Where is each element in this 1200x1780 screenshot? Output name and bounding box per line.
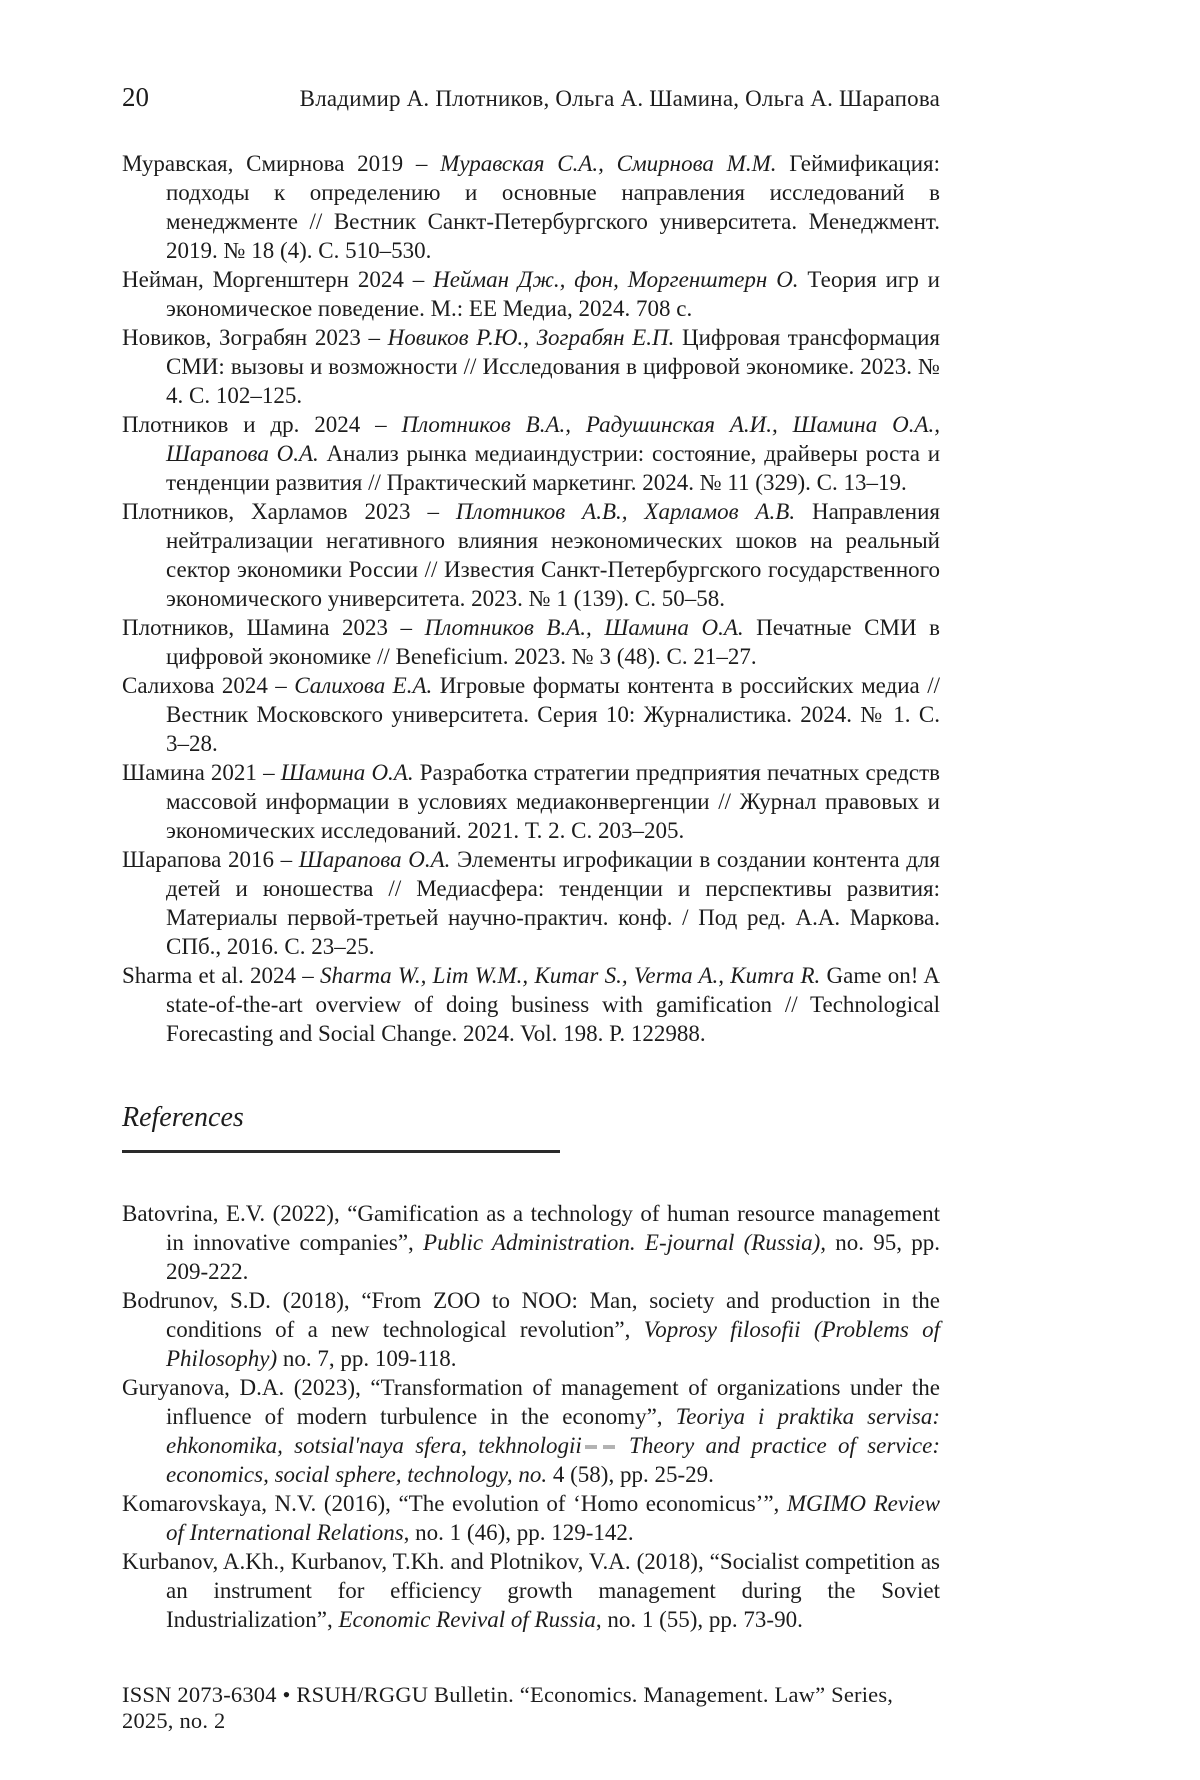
reference-entry: [122, 1547, 940, 1634]
equals-mark: [585, 1445, 597, 1449]
reference-text-run: Плотников, Харламов 2023 –: [122, 499, 456, 524]
reference-text-run: no. 95, pp. 209-222.: [166, 1230, 941, 1284]
reference-italic-run: Teoriya i praktika servisa: ehkonomika, sotsial'naya sfera, tekhnologii: [166, 1404, 940, 1458]
reference-text-run: Салихова 2024 –: [122, 673, 295, 698]
reference-text-run: Guryanova, D.A. (2023), “Transformation of management of organizations under the influence of modern turbulence in the economy”,: [122, 1375, 940, 1429]
reference-text-run: 4 (58), pp. 25-29.: [547, 1462, 714, 1487]
reference-text-run: Batovrina, E.V. (2022), “Gamification as a technology of human resource management in innovative companies”,: [122, 1201, 940, 1255]
reference-entry: [122, 323, 940, 410]
reference-italic-run: Voprosy filosofii (Problems of Philosophy): [166, 1317, 940, 1371]
reference-italic-run: Sharma W., Lim W.M., Kumar S., Verma A., Kumra R.: [320, 963, 821, 988]
reference-entry: [122, 671, 940, 758]
reference-italic-run: Салихова Е.А.: [294, 673, 433, 698]
references-section-header: [122, 1102, 940, 1153]
reference-entry: [122, 758, 940, 845]
reference-text-run: Муравская, Смирнова 2019 –: [122, 151, 441, 176]
reference-entry: [122, 961, 940, 1048]
reference-italic-run: Муравская С.А., Смирнова М.М.: [440, 151, 777, 176]
reference-text-run: Komarovskaya, N.V. (2016), “The evolution of ‘Homo economicus’”,: [122, 1491, 787, 1516]
reference-text-run: Анализ рынка медиаиндустрии: состояние, драйверы роста и тенденции развития // Практический маркетинг. 2024. № 11 (329). С. 13–19.: [166, 441, 940, 495]
reference-italic-run: Шарапова О.А.: [298, 847, 451, 872]
reference-text-run: Sharma et al. 2024 –: [122, 963, 321, 988]
russian-references-list: [122, 149, 940, 1048]
reference-text-run: , no. 1 (55), pp. 73-90.: [595, 1607, 803, 1632]
reference-italic-run: Шамина О.А.: [280, 760, 414, 785]
reference-entry: [122, 497, 940, 613]
reference-text-run: Плотников и др. 2024 –: [122, 412, 402, 437]
reference-text-run: Bodrunov, S.D. (2018), “From ZOO to NOO: Man, society and production in the conditions of a new technological revolution”,: [122, 1288, 940, 1342]
english-references-list: [122, 1199, 940, 1634]
footer-text: ISSN 2073-6304 • RSUH/RGGU Bulletin. “Economics. Management. Law” Series, 2025, no. 2: [122, 1682, 894, 1733]
reference-italic-run: Public Administration. E-journal (Russia),: [423, 1230, 827, 1255]
reference-entry: [122, 1373, 940, 1489]
reference-entry: [122, 1286, 940, 1373]
reference-text-run: Направления нейтрализации негативного влияния неэкономических шоков на реальный сектор экономики России // Известия Санкт-Петербургского государственного экономического университета. 2023. № 1 (139). С. 50–58.: [166, 499, 940, 611]
reference-entry: [122, 613, 940, 671]
reference-text-run: Плотников, Шамина 2023 –: [122, 615, 425, 640]
reference-text-run: Печатные СМИ в цифровой экономике // Beneficium. 2023. № 3 (48). С. 21–27.: [166, 615, 940, 669]
reference-text-run: Цифровая трансформация СМИ: вызовы и возможности // Исследования в цифровой экономике. 2023. № 4. С. 102–125.: [166, 325, 940, 408]
reference-text-run: no. 7, pp. 109-118.: [277, 1346, 457, 1371]
references-heading: References: [122, 1102, 244, 1133]
page-footer: [122, 1682, 940, 1734]
reference-text-run: Game on! A state-of-the-art overview of doing business with gamification // Technological Forecasting and Social Change. 2024. Vol. 198. P. 122988.: [166, 963, 940, 1046]
reference-text-run: Шамина 2021 –: [122, 760, 281, 785]
reference-text-run: Новиков, Зограбян 2023 –: [122, 325, 388, 350]
reference-italic-run: Новиков Р.Ю., Зограбян Е.П.: [387, 325, 675, 350]
reference-text-run: Геймификация: подходы к определению и основные направления исследований в менеджменте // Вестник Санкт-Петербургского университета. Менеджмент. 2019. № 18 (4). С. 510–530.: [166, 151, 940, 263]
reference-italic-run: Economic Revival of Russia: [338, 1607, 596, 1632]
reference-entry: [122, 845, 940, 961]
page-header: [122, 82, 940, 113]
reference-text-run: Теория игр и экономическое поведение. М.: ЕЕ Медиа, 2024. 708 с.: [166, 267, 940, 321]
reference-italic-run: Плотников В.А., Шамина О.А.: [424, 615, 744, 640]
reference-entry: [122, 149, 940, 265]
reference-italic-run: Theory and practice of service: economics, social sphere, technology, no.: [166, 1433, 940, 1487]
page-number: 20: [122, 82, 149, 112]
reference-entry: [122, 1199, 940, 1286]
running-title: Владимир А. Плотников, Ольга А. Шамина, Ольга А. Шарапова: [299, 86, 940, 111]
reference-entry: [122, 265, 940, 323]
reference-text-run: Разработка стратегии предприятия печатных средств массовой информации в условиях медиаконвергенции // Журнал правовых и экономических исследований. 2021. Т. 2. С. 203–205.: [166, 760, 940, 843]
reference-text-run: Игровые форматы контента в российских медиа // Вестник Московского университета. Серия 10: Журналистика. 2024. № 1. С. 3–28.: [166, 673, 940, 756]
reference-italic-run: Нейман Дж., фон, Моргенштерн О.: [433, 267, 799, 292]
reference-text-run: Элементы игрофикации в создании контента для детей и юношества // Медиасфера: тенденции и перспективы развития: Материалы первой-третьей научно-практич. конф. / Под ред. А.А. Маркова. СПб., 2016. С. 23–25.: [166, 847, 940, 959]
reference-text-run: Kurbanov, A.Kh., Kurbanov, T.Kh. and Plotnikov, V.A. (2018), “Socialist competition as an instrument for efficiency growth management during the Soviet Industrialization”,: [122, 1549, 940, 1632]
reference-italic-run: Плотников В.А., Радушинская А.И., Шамина О.А., Шарапова О.А.: [166, 412, 940, 466]
references-rule: [122, 1150, 560, 1153]
equals-mark: [603, 1445, 615, 1449]
reference-text-run: , no. 1 (46), pp. 129-142.: [403, 1520, 634, 1545]
reference-text-run: Шарапова 2016 –: [122, 847, 299, 872]
reference-italic-run: Плотников А.В., Харламов А.В.: [455, 499, 796, 524]
reference-entry: [122, 1489, 940, 1547]
reference-italic-run: MGIMO Review of International Relations: [166, 1491, 940, 1545]
reference-text-run: Нейман, Моргенштерн 2024 –: [122, 267, 434, 292]
reference-entry: [122, 410, 940, 497]
